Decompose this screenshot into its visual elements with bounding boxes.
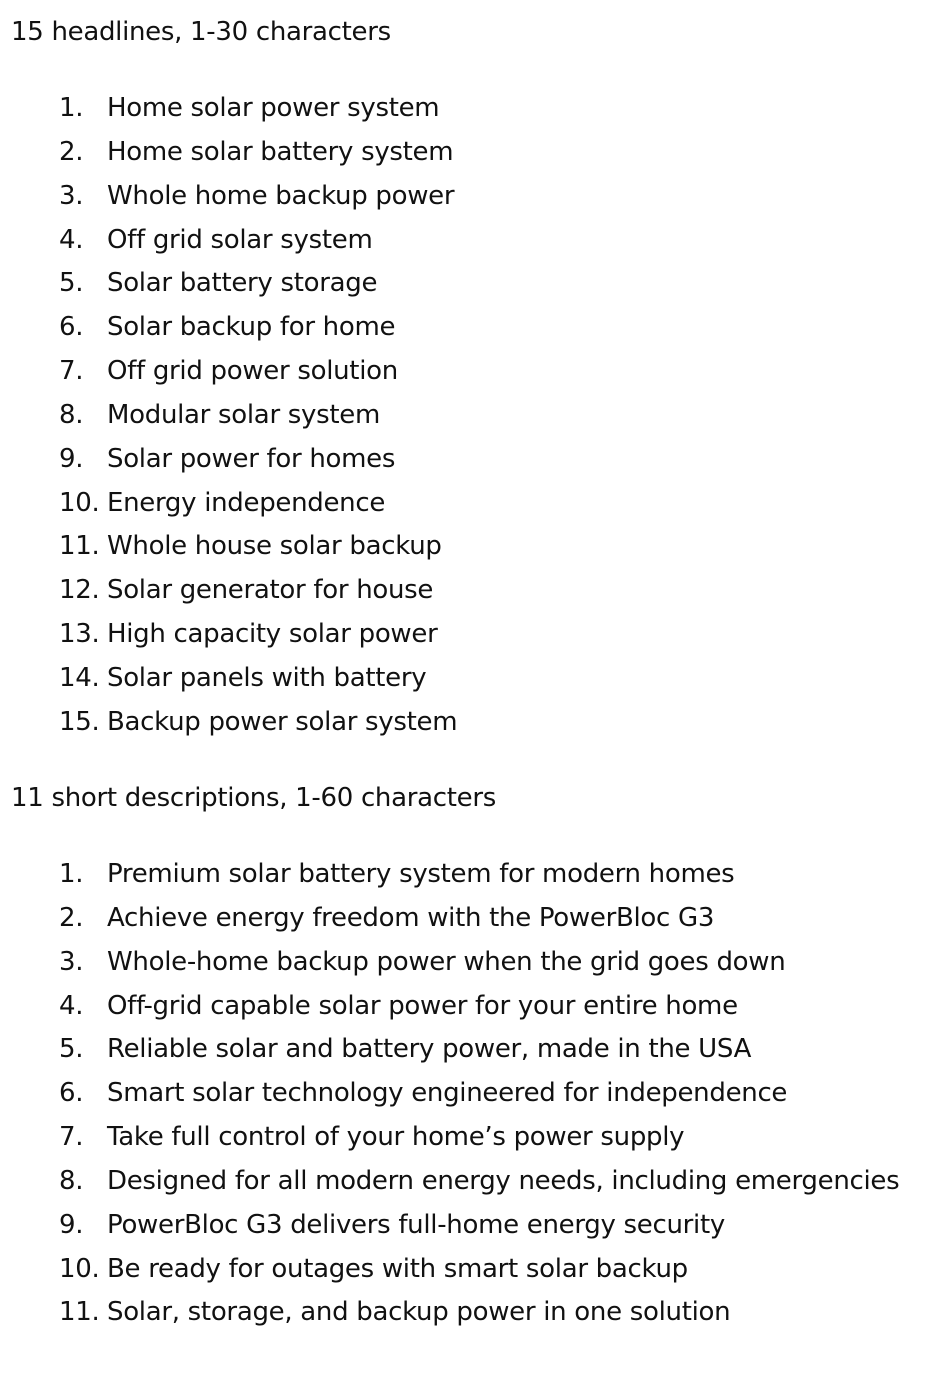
list-item-number: 5. [59, 268, 84, 299]
list-item-number: 15. [59, 706, 100, 737]
list-item-number: 5. [59, 1034, 84, 1065]
list-item-text: PowerBloc G3 delivers full-home energy security [107, 1209, 725, 1240]
list-item-number: 11. [59, 531, 100, 562]
list-item-text: Backup power solar system [107, 706, 458, 737]
list-item-number: 7. [59, 1122, 84, 1153]
list-item-text: Designed for all modern energy needs, including emergencies [107, 1165, 900, 1196]
list-item-number: 10. [59, 1253, 100, 1284]
list-item-text: Solar, storage, and backup power in one solution [107, 1297, 731, 1328]
list-item-text: Solar battery storage [107, 268, 378, 299]
list-item-text: Off grid solar system [107, 224, 373, 255]
list-item-number: 2. [59, 902, 84, 933]
list-item-text: Solar backup for home [107, 312, 396, 343]
list-item-number: 8. [59, 399, 84, 430]
list-item-number: 1. [59, 93, 84, 123]
list-item-number: 4. [59, 990, 84, 1021]
list-item-text: Reliable solar and battery power, made in the USA [107, 1034, 752, 1065]
list-item-number: 9. [59, 1209, 84, 1240]
list-item-number: 13. [59, 619, 100, 650]
list-item-number: 7. [59, 356, 84, 387]
descriptions-heading: 11 short descriptions, 1-60 characters [11, 783, 496, 813]
list-item-text: High capacity solar power [107, 619, 438, 650]
list-item-text: Home solar power system [107, 93, 440, 123]
list-item-number: 12. [59, 575, 100, 606]
list-item-number: 11. [59, 1297, 100, 1328]
list-item-text: Modular solar system [107, 399, 380, 430]
list-item-text: Off-grid capable solar power for your entire home [107, 990, 738, 1021]
list-item-text: Energy independence [107, 487, 386, 518]
list-item-text: Smart solar technology engineered for independence [107, 1078, 788, 1109]
list-item-number: 6. [59, 1078, 84, 1109]
list-item-text: Solar power for homes [107, 443, 396, 474]
list-item-text: Whole home backup power [107, 180, 455, 211]
list-item-number: 2. [59, 136, 84, 167]
list-item-number: 9. [59, 443, 84, 474]
list-item-text: Whole-home backup power when the grid goes down [107, 946, 786, 977]
list-item-number: 10. [59, 487, 100, 518]
list-item-text: Achieve energy freedom with the PowerBloc G3 [107, 902, 715, 933]
list-item-number: 3. [59, 180, 84, 211]
list-item-number: 3. [59, 946, 84, 977]
list-item-number: 8. [59, 1165, 84, 1196]
list-item-text: Premium solar battery system for modern homes [107, 859, 735, 889]
headlines-heading: 15 headlines, 1-30 characters [11, 17, 391, 47]
list-item-text: Be ready for outages with smart solar backup [107, 1253, 688, 1284]
list-item-number: 6. [59, 312, 84, 343]
list-item-text: Solar generator for house [107, 575, 434, 606]
list-item-number: 14. [59, 662, 100, 693]
list-item-text: Off grid power solution [107, 356, 398, 387]
list-item-text: Home solar battery system [107, 136, 454, 167]
list-item-number: 1. [59, 859, 84, 889]
list-item-number: 4. [59, 224, 84, 255]
list-item-text: Whole house solar backup [107, 531, 442, 562]
list-item-text: Solar panels with battery [107, 662, 427, 693]
list-item-text: Take full control of your home’s power supply [107, 1122, 685, 1153]
